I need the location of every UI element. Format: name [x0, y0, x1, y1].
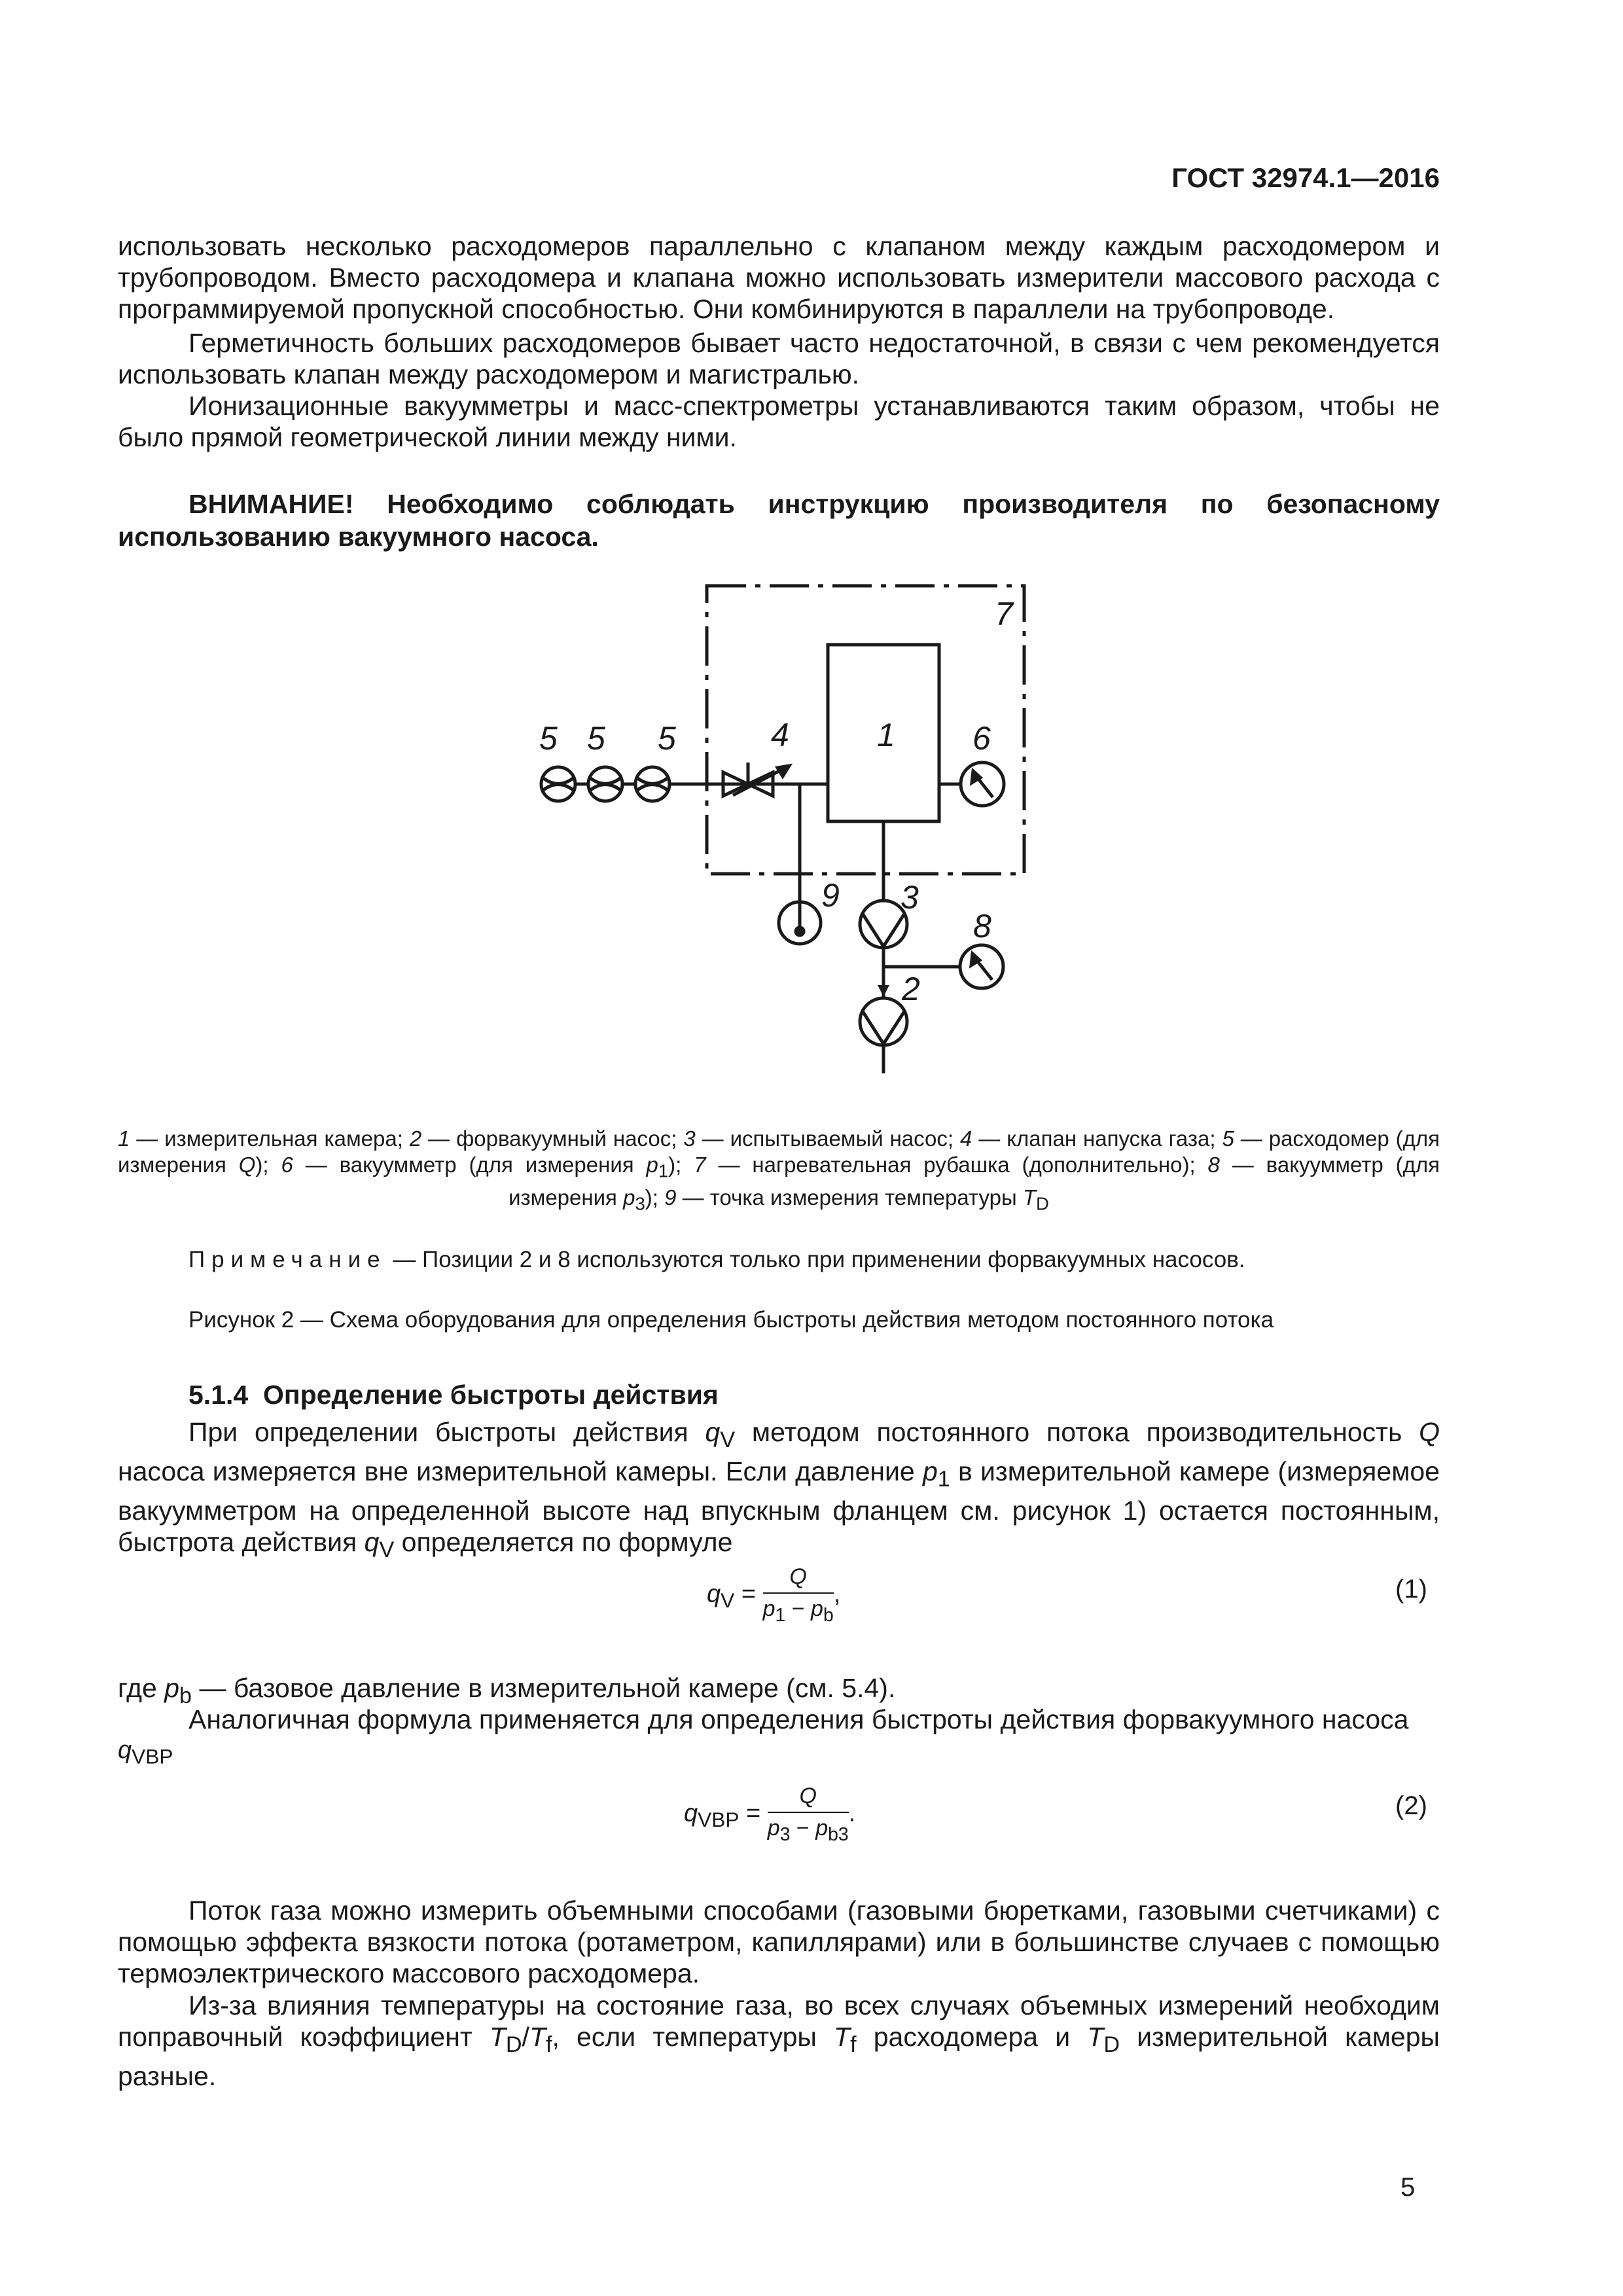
figure-caption: Рисунок 2 — Схема оборудования для определения быстроты действия методом постоянного потока — [188, 1307, 1274, 1333]
flowmeter-icon — [635, 767, 669, 801]
section-heading: 5.1.4 Определение быстроты действия — [188, 1380, 719, 1410]
label-forevacuum-pump: 2 — [902, 971, 920, 1007]
figure-diagram — [0, 0, 1623, 1113]
vacuum-gauge-icon — [961, 762, 1004, 806]
label-gauge-p3: 8 — [973, 908, 991, 944]
label-flowmeter: 5 — [587, 720, 605, 757]
label-flowmeter: 5 — [658, 720, 676, 757]
equation-1: $q_V$ = $\frac{Q}{p_1 - p_b}$ , — [707, 1564, 841, 1626]
analog-symbol: $q_{VBP}$ — [118, 1736, 173, 1768]
flow-arrow-icon — [878, 985, 889, 997]
label-gauge-p1: 6 — [972, 720, 991, 757]
paragraph-flowmeters: использовать несколько расходомеров параллельно с клапаном между каждым расходомером и трубопроводом. Вместо расходомера и клапана можно использовать измерители массового расхода с программируемой пропускной способностью. Они комбинируются в параллели на трубопроводе. — [118, 231, 1440, 324]
equation-2-number: (2) — [1395, 1791, 1427, 1820]
flowmeter-icon — [588, 767, 622, 801]
label-heating-jacket: 7 — [995, 596, 1013, 632]
paragraph-tightness: Герметичность больших расходомеров бывает часто недостаточной, в связи с чем рекомендуется использовать клапан между расходомером и магистралью. — [118, 328, 1440, 389]
gas-inlet-valve-icon — [723, 762, 789, 796]
figure-note: Примечание — Позиции 2 и 8 используются только при применении форвакуумных насосов. — [188, 1247, 1245, 1272]
label-temperature-point: 9 — [821, 877, 840, 914]
page-number: 5 — [1400, 2173, 1416, 2202]
forevacuum-pump-icon — [860, 998, 907, 1045]
equation-2: $q_{VBP}$ = $\frac{Q}{p_3 - p_{b3}}$ . — [684, 1784, 856, 1845]
label-chamber: 1 — [877, 717, 895, 753]
paragraph-temperature: Из-за влияния температуры на состояние газа, во всех случаях объемных измерений необходим поправочный коэффициент $T_D/T_f$, если температуры $T_f$ расходомера и $T_D$ измерительной камеры разные. — [118, 1990, 1440, 2092]
thermometer-icon — [779, 902, 821, 944]
warning-text: ВНИМАНИЕ! Необходимо соблюдать инструкцию производителя по безопасному использованию вакуумного насоса. — [118, 489, 1440, 552]
equation-1-number: (1) — [1395, 1575, 1427, 1604]
vacuum-gauge-icon — [960, 945, 1003, 988]
label-flowmeter: 5 — [539, 720, 558, 757]
document-standard-number: ГОСТ 32974.1—2016 — [1171, 162, 1440, 193]
paragraph-where: где $p_b$ — базовое давление в измерительной камере (см. 5.4). — [118, 1673, 896, 1709]
label-valve: 4 — [771, 717, 789, 753]
paragraph-ionization: Ионизационные вакуумметры и масс-спектрометры устанавливаются таким образом, чтобы не было прямой геометрической линии между ними. — [118, 391, 1440, 452]
paragraph-flow-measurement: Поток газа можно измерить объемными способами (газовыми бюретками, газовыми счетчиками) с помощью эффекта вязкости потока (ротаметром, капиллярами) или в большинстве случаев с помощью термоэлектрического массового расходомера. — [118, 1895, 1440, 1988]
figure-legend: 1 — измерительная камера; 2 — форвакуумный насос; 3 — испытываемый насос; 4 — клапан напуска газа; 5 — расходомер (для измерения Q); 6 — вакуумметр (для измерения $p_1$); 7 — нагревательная рубашка (дополнительно); 8 — вакуумметр (для измерения $p_3$); 9 — точка измерения температуры $T_D$ — [118, 1126, 1440, 1214]
label-test-pump: 3 — [901, 879, 919, 916]
paragraph-analog: Аналогичная формула применяется для определения быстроты действия форвакуумного насоса — [188, 1704, 1409, 1734]
paragraph-definition: При определении быстроты действия $q_V$ методом постоянного потока производительность Q насоса измеряется вне измерительной камеры. Если давление $p_1$ в измерительной камере (измеряемое вакуумметром на определенной высоте над впускным фланцем см. рисунок 1) остается постоянным, быстрота действия $q_V$ определяется по формуле — [118, 1417, 1440, 1563]
flowmeter-icon — [541, 767, 575, 801]
